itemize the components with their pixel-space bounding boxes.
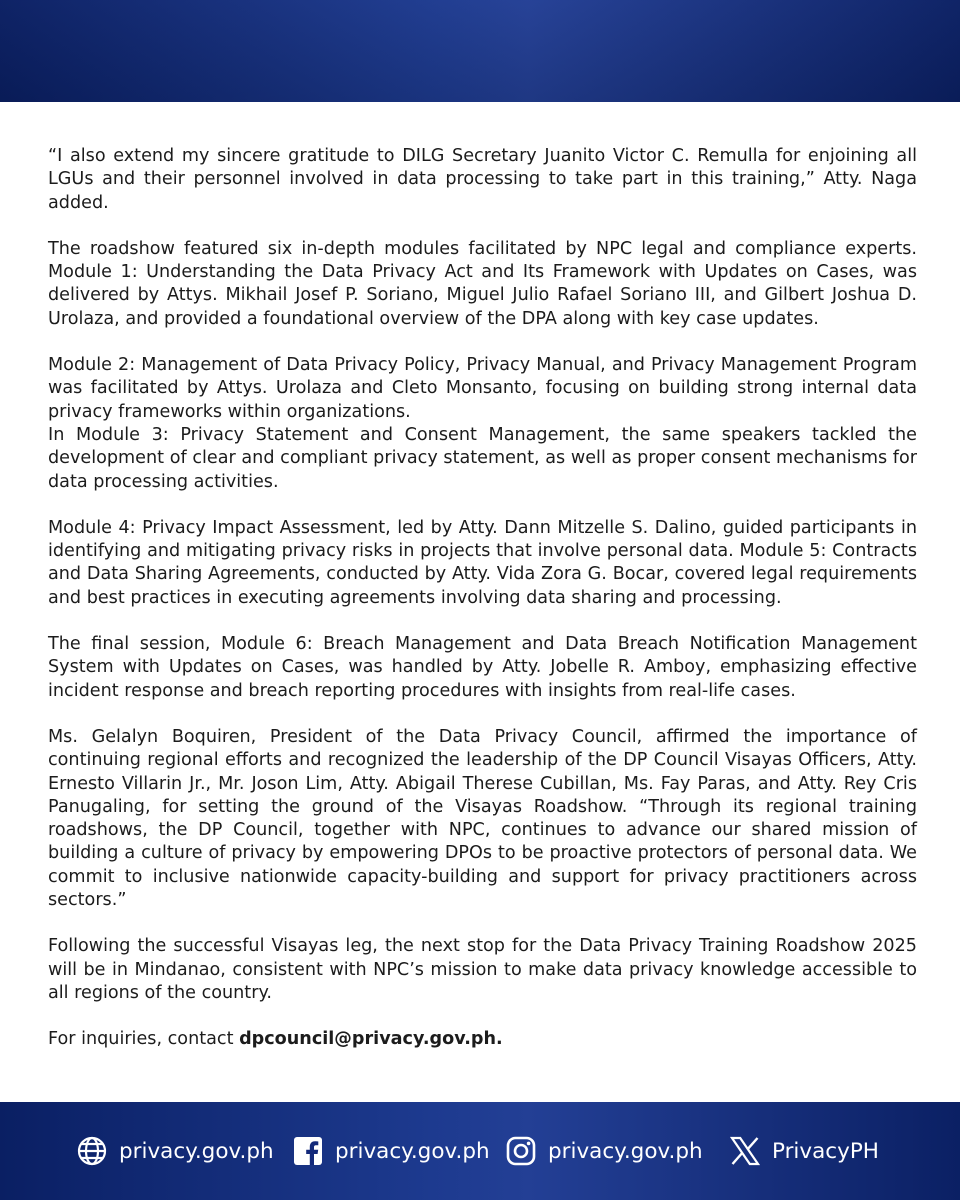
article-paragraph-7: Ms. Gelalyn Boquiren, President of the Data Privacy Council, affirmed the importance of continuing regional efforts and recognized the leadership of the DP Council Visayas Officers, Atty. Ernesto Villarin Jr., Mr. Joson Lim, Atty. Abigail Therese Cubillan, Ms. Fay Paras, and Atty. Rey Cris Panugaling, for setting the ground of the Visayas Roadshow. “Through its regional training roadshows, the DP Council, together with NPC, continues to advance our shared mission of building a culture of privacy by empowering DPOs to be proactive protectors of personal data. We commit to inclusive nationwide capacity-building and support for privacy practitioners across sectors.”	[48, 726, 917, 911]
globe-icon	[76, 1135, 108, 1167]
article-paragraph-3: Module 2: Management of Data Privacy Policy, Privacy Manual, and Privacy Management Program was facilitated by Attys. Urolaza and Cleto Monsanto, focusing on building strong internal data privacy frameworks within organizations.	[48, 355, 917, 422]
article-body	[48, 145, 917, 1075]
article-paragraph-2: The roadshow featured six in-depth modules facilitated by NPC legal and compliance experts. Module 1: Understanding the Data Privacy Act and Its Framework with Updates on Cases, was delivered by Attys. Mikhail Josef P. Soriano, Miguel Julio Rafael Soriano III, and Gilbert Joshua D. Urolaza, and provided a foundational overview of the DPA along with key case updates.	[48, 238, 917, 329]
contact-email-link[interactable]: dpcouncil@privacy.gov.ph.	[239, 1029, 503, 1050]
instagram-icon	[505, 1135, 537, 1167]
footer-x-link[interactable]	[729, 1133, 879, 1169]
footer-instagram-link[interactable]	[505, 1133, 703, 1169]
article-paragraph-5: Module 4: Privacy Impact Assessment, led by Atty. Dann Mitzelle S. Dalino, guided participants in identifying and mitigating privacy risks in projects that involve personal data. Module 5: Contracts and Data Sharing Agreements, conducted by Atty. Vida Zora G. Bocar, covered legal requirements and best practices in executing agreements involving data sharing and processing.	[48, 517, 917, 608]
footer-x-label: PrivacyPH	[772, 1138, 879, 1164]
contact-prefix: For inquiries, contact	[48, 1029, 240, 1050]
article-paragraph-1: “I also extend my sincere gratitude to DILG Secretary Juanito Victor C. Remulla for enjoining all LGUs and their personnel involved in data processing to take part in this training,” Atty. Naga added.	[48, 146, 917, 213]
article-paragraph-4: In Module 3: Privacy Statement and Consent Management, the same speakers tackled the development of clear and compliant privacy statement, as well as proper consent mechanisms for data processing activities.	[48, 424, 917, 492]
contact-line	[48, 1028, 917, 1051]
footer-website-link[interactable]	[76, 1133, 274, 1169]
footer-facebook-label: privacy.gov.ph	[335, 1138, 490, 1164]
footer-banner	[0, 1102, 960, 1200]
article-paragraph-8: Following the successful Visayas leg, the next stop for the Data Privacy Training Roadshow 2025 will be in Mindanao, consistent with NPC’s mission to make data privacy knowledge accessible to all regions of the country.	[48, 936, 917, 1003]
footer-facebook-link[interactable]	[292, 1133, 490, 1169]
x-icon	[729, 1135, 761, 1167]
footer-instagram-label: privacy.gov.ph	[548, 1138, 703, 1164]
footer-website-label: privacy.gov.ph	[119, 1138, 274, 1164]
facebook-icon	[292, 1135, 324, 1167]
article-paragraph-6: The final session, Module 6: Breach Management and Data Breach Notification Management System with Updates on Cases, was handled by Atty. Jobelle R. Amboy, emphasizing effective incident response and breach reporting procedures with insights from real-life cases.	[48, 634, 917, 701]
top-banner	[0, 0, 960, 102]
